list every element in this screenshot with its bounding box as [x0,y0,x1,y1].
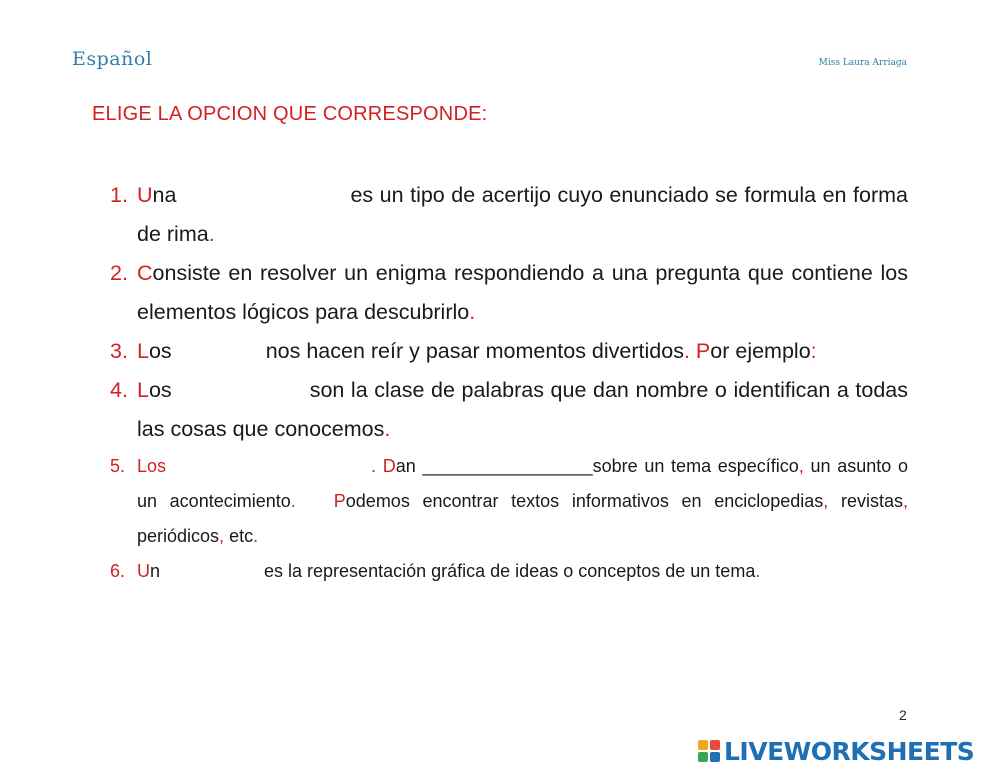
item-number: 4. [110,378,128,402]
first-letter: U [137,561,150,581]
item-text: es la representación gráfica de ideas o conceptos de un tema [264,561,756,581]
question-item-5: 5. Los . Dan _________________sobre un tema específico, un asunto o un acontecimiento. Podemos encontrar textos informativos en enciclopedias, revistas, periódicos, etc. [110,449,908,554]
d-rest: an [395,456,416,476]
first-rest: os [148,378,172,402]
item-text-line2: en forma de rima [137,183,908,246]
first-letter: C [137,261,153,285]
punct: . [384,417,391,441]
liveworksheets-logo [698,734,974,768]
item-text-line2b: odemos encontrar textos informativos [345,491,669,511]
second-letter: P [695,339,711,363]
punct: . [290,491,296,511]
first-rest: os [148,339,172,363]
punct: . [683,339,690,363]
p-letter: P [333,491,346,511]
header-subject: Español [72,48,153,70]
question-item-6 [110,554,908,589]
item-text-line3a: en enciclopedias [681,491,824,511]
item-text: es un tipo de acertijo cuyo enunciado se formula [350,183,817,207]
item-number: 3. [110,339,128,363]
question-list [110,176,908,589]
item-text-line3c: periódicos [137,526,220,546]
punct: . [371,456,377,476]
item-text-line3b: revistas [840,491,903,511]
punct: . [755,561,761,581]
lead-word: Los [137,456,167,476]
item-text-line2a: un asunto o un acontecimiento [137,456,908,511]
item-text-line3d: etc [229,526,254,546]
first-letter: U [137,183,153,207]
punct: , [798,456,804,476]
header-teacher: Miss Laura Arriaga [818,58,907,68]
item-text-b: or ejemplo [710,339,811,363]
answer-blank-5b[interactable]: _________________ [422,456,593,476]
first-rest: na [152,183,177,207]
first-letter: L [137,339,149,363]
question-item-2 [110,254,908,332]
page-number: 2 [899,707,907,723]
item-text: sobre un tema específico [592,456,799,476]
question-item-1 [110,176,908,254]
item-text: onsiste en resolver un enigma respondiendo a una pregunta que [152,261,784,285]
item-text: nos hacen reír y pasar momentos divertidos [265,339,684,363]
item-text: son la clase de palabras que dan nombre o identifican [309,378,831,402]
item-number: 2. [110,261,128,285]
punct: . [208,222,215,246]
punct: . [253,526,259,546]
item-text-line2: contiene los elementos lógicos para descubrirlo [137,261,908,324]
punct: : [810,339,817,363]
liveworksheets-wordmark: LIVEWORKSHEETS [724,736,975,766]
question-item-3 [110,332,908,371]
first-letter: L [137,378,149,402]
item-text-line2: a todas las cosas que conocemos [137,378,908,441]
instruction-heading: ELIGE LA OPCION QUE CORRESPONDE: [92,103,488,125]
item-number: 1. [110,183,128,207]
question-item-4 [110,371,908,449]
liveworksheets-icon [698,740,720,762]
item-number: 5. [110,456,126,476]
first-rest: n [150,561,161,581]
d-letter: D [382,456,396,476]
punct: . [469,300,476,324]
item-number: 6. [110,561,126,581]
